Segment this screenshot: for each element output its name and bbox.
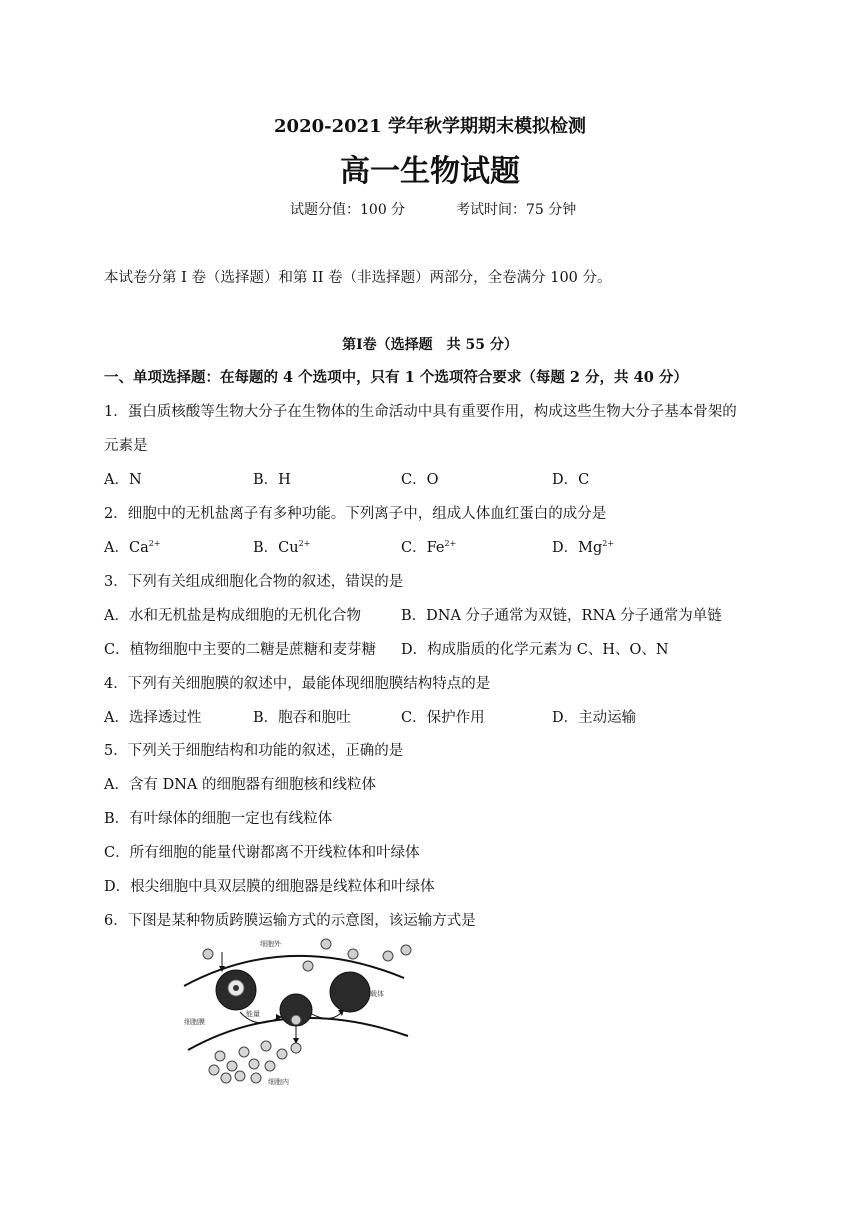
q3-option-d: D．构成脂质的化学元素为 C、H、O、N: [401, 642, 669, 658]
q2-option-b: B．$Cu^{2+}$: [253, 539, 311, 556]
q1-stem-line2: 元素是: [104, 438, 148, 454]
q5-option-d: D．根尖细胞中具双层膜的细胞器是线粒体和叶绿体: [104, 879, 435, 895]
carrier-3: [330, 972, 370, 1012]
label-carrier: 载体: [370, 990, 384, 998]
q2-option-c: C．$Fe^{2+}$: [401, 539, 457, 556]
label-membrane: 细胞膜: [184, 1018, 205, 1026]
q3-option-b: B．DNA 分子通常为双链，RNA 分子通常为单链: [401, 608, 722, 624]
q5-option-b: B．有叶绿体的细胞一定也有线粒体: [104, 811, 333, 827]
exam-score: 试题分值：100 分: [290, 202, 406, 218]
q5-option-a: A．含有 DNA 的细胞器有细胞核和线粒体: [104, 777, 376, 793]
label-inside: 细胞内: [268, 1078, 289, 1086]
charge-superscript: 2+: [602, 539, 615, 548]
exam-title: 高一生物试题: [340, 154, 520, 189]
q2-option-a: A．$Ca^{2+}$: [104, 539, 161, 556]
membrane-transport-figure: [178, 938, 418, 1088]
q2-stem: 2．细胞中的无机盐离子有多种功能。下列离子中，组成人体血红蛋白的成分是: [104, 506, 607, 522]
q3-stem: 3．下列有关组成细胞化合物的叙述，错误的是: [104, 574, 404, 590]
part-instructions: 一、单项选择题：在每题的 4 个选项中，只有 1 个选项符合要求（每题 2 分，共 40 分）: [104, 369, 688, 386]
q3-option-a: A．水和无机盐是构成细胞的无机化合物: [104, 608, 361, 624]
q4-option-d: D．主动运输: [552, 710, 637, 726]
q1-option-b: B．H: [253, 472, 291, 488]
inside-molecules: [209, 1041, 301, 1083]
intro-text: 本试卷分第 I 卷（选择题）和第 II 卷（非选择题）两部分，全卷满分 100 分。: [104, 270, 612, 286]
charge-superscript: 2+: [148, 539, 161, 548]
q1-option-d: D．C: [552, 472, 590, 488]
q4-option-c: C．保护作用: [401, 710, 485, 726]
q1-option-a: A．N: [104, 472, 142, 488]
exam-term: 2020-2021 学年秋学期期末模拟检测: [274, 116, 586, 137]
membrane-outer-line: [184, 956, 404, 986]
q4-stem: 4．下列有关细胞膜的叙述中，最能体现细胞膜结构特点的是: [104, 676, 491, 692]
section-heading: 第I卷（选择题 共 55 分）: [342, 337, 518, 353]
q1-stem-line1: 1．蛋白质核酸等生物大分子在生物体的生命活动中具有重要作用，构成这些生物大分子基本骨架的: [104, 404, 737, 420]
q4-option-a: A．选择透过性: [104, 710, 202, 726]
charge-superscript: 2+: [298, 539, 311, 548]
exam-time: 考试时间：75 分钟: [456, 202, 577, 218]
label-outside: 细胞外: [260, 940, 281, 948]
q2-option-d: D．$Mg^{2+}$: [552, 539, 615, 556]
q3-option-c: C．植物细胞中主要的二糖是蔗糖和麦芽糖: [104, 642, 377, 658]
q1-option-c: C．O: [401, 472, 439, 488]
q4-option-b: B．胞吞和胞吐: [253, 710, 351, 726]
q5-stem: 5．下列关于细胞结构和功能的叙述，正确的是: [104, 743, 404, 759]
q5-option-c: C．所有细胞的能量代谢都离不开线粒体和叶绿体: [104, 845, 420, 861]
charge-superscript: 2+: [444, 539, 457, 548]
label-energy: 能量: [246, 1010, 260, 1018]
q6-stem: 6．下图是某种物质跨膜运输方式的示意图，该运输方式是: [104, 913, 476, 929]
